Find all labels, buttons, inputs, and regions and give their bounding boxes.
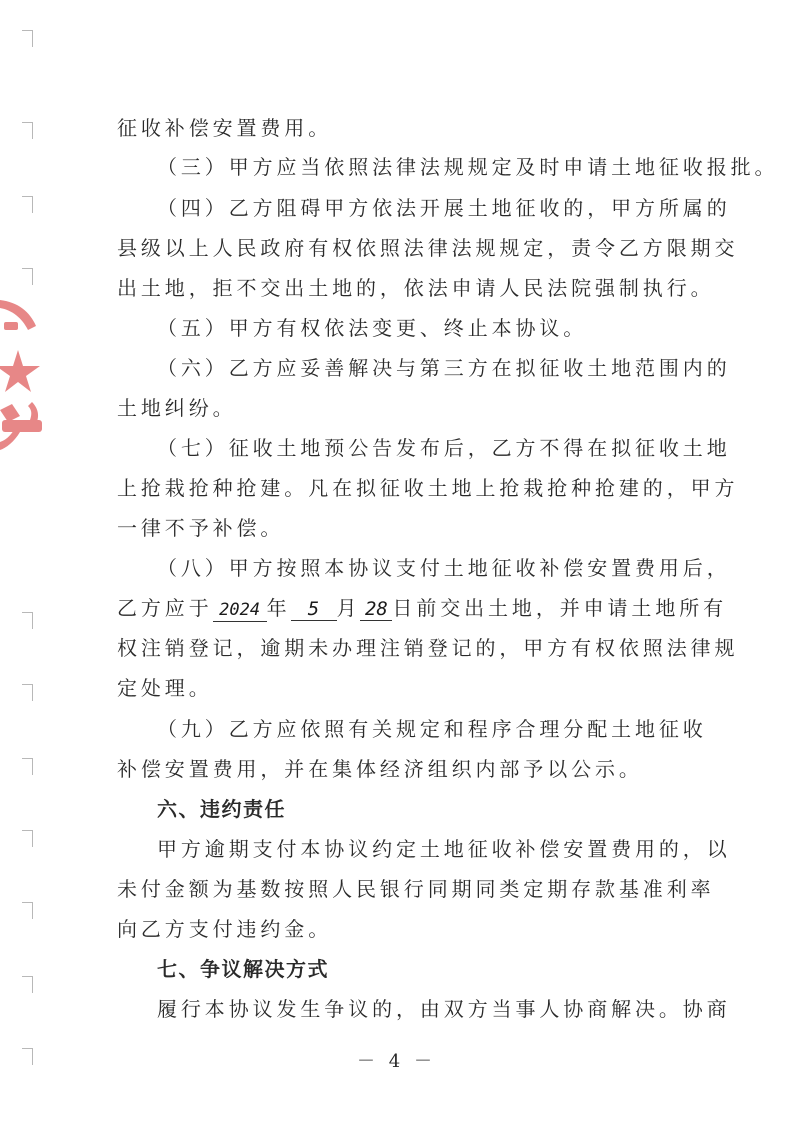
body-line: 补偿安置费用，并在集体经济组织内部予以公示。 (117, 757, 643, 781)
month-unit: 月 (336, 596, 361, 620)
clause-5: （五）甲方有权依法变更、终止本协议。 (157, 316, 588, 340)
date-prefix: 乙方应于 (117, 596, 213, 620)
clause-6: （六）乙方应妥善解决与第三方在拟征收土地范围内的 (157, 356, 731, 380)
clause-7: （七）征收土地预公告发布后，乙方不得在拟征收土地 (157, 436, 731, 460)
section-heading-dispute: 七、争议解决方式 (157, 957, 329, 981)
official-seal-stamp (0, 292, 50, 462)
body-line: 征收补偿安置费用。 (117, 116, 333, 140)
clause-3: （三）甲方应当依照法律法规规定及时申请土地征收报批。 (157, 155, 779, 179)
clause-4: （四）乙方阻碍甲方依法开展土地征收的，甲方所属的 (157, 196, 731, 220)
body-line: 权注销登记，逾期未办理注销登记的，甲方有权依照法律规 (117, 636, 739, 660)
body-line: 履行本协议发生争议的，由双方当事人协商解决。协商 (157, 997, 731, 1021)
body-line: 未付金额为基数按照人民银行同期同类定期存款基准利率 (117, 877, 715, 901)
handwritten-month: 5 (291, 595, 337, 623)
date-line (117, 594, 727, 624)
clause-8: （八）甲方按照本协议支付土地征收补偿安置费用后， (157, 556, 731, 580)
page-number: － 4 － (357, 1051, 436, 1072)
body-line: 出土地，拒不交出土地的，依法申请人民法院强制执行。 (117, 276, 715, 300)
body-line: 甲方逾期支付本协议约定土地征收补偿安置费用的，以 (157, 837, 731, 861)
handwritten-year: 2024 (213, 596, 267, 624)
body-line: 土地纠纷。 (117, 396, 237, 420)
date-suffix: 前交出土地，并申请土地所有 (416, 596, 728, 620)
body-line: 定处理。 (117, 676, 213, 700)
handwritten-day: 28 (360, 595, 392, 623)
year-unit: 年 (266, 596, 291, 620)
body-line: 一律不予补偿。 (117, 516, 285, 540)
body-line: 上抢栽抢种抢建。凡在拟征收土地上抢栽抢种抢建的，甲方 (117, 476, 739, 500)
body-line: 县级以上人民政府有权依照法律法规规定，责令乙方限期交 (117, 236, 739, 260)
section-heading-breach: 六、违约责任 (157, 797, 286, 821)
clause-9: （九）乙方应依照有关规定和程序合理分配土地征收 (157, 717, 707, 741)
day-unit: 日 (392, 596, 417, 620)
body-line: 向乙方支付违约金。 (117, 917, 333, 941)
